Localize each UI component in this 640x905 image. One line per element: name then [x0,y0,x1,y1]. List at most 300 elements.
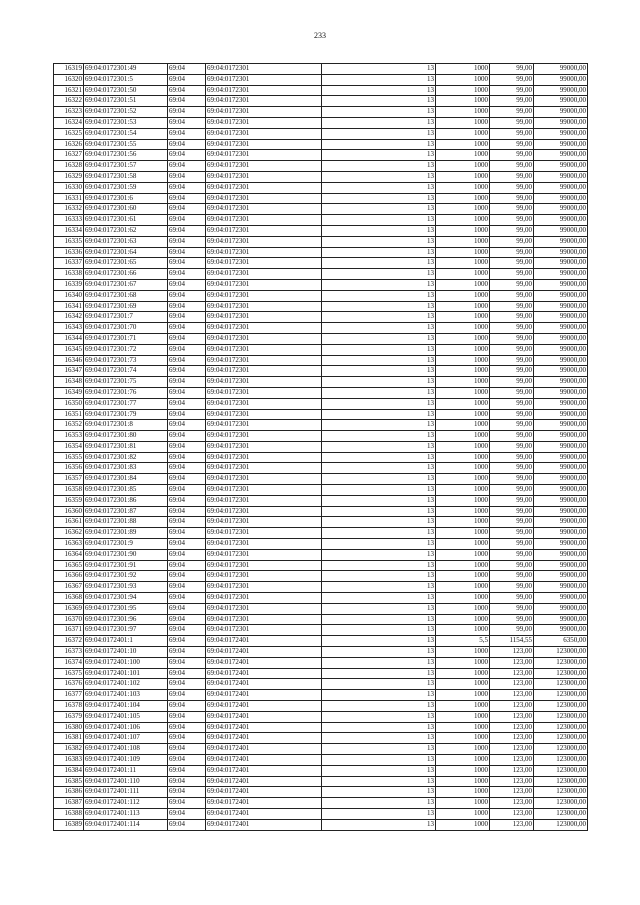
zone-cell: 13 [322,517,436,528]
price-cell: 123,00 [490,722,534,733]
cadastral-number-cell: 69:04:0172301:90 [84,549,168,560]
price-cell: 123,00 [490,711,534,722]
region-code-cell: 69:04 [168,279,206,290]
zone-cell: 13 [322,301,436,312]
cadastral-number-cell: 69:04:0172401:104 [84,701,168,712]
cadastral-number-cell: 69:04:0172301:5 [84,74,168,85]
quarter-cell: 69:04:0172401 [206,636,322,647]
row-number-cell: 16386 [54,787,84,798]
table-row [54,711,588,722]
zone-cell: 13 [322,711,436,722]
zone-cell: 13 [322,474,436,485]
total-cell: 99000,00 [534,323,588,334]
zone-cell: 13 [322,495,436,506]
row-number-cell: 16326 [54,139,84,150]
zone-cell: 13 [322,701,436,712]
cadastral-number-cell: 69:04:0172301:70 [84,323,168,334]
cadastral-number-cell: 69:04:0172301:9 [84,539,168,550]
row-number-cell: 16351 [54,409,84,420]
table-row [54,74,588,85]
cadastral-number-cell: 69:04:0172301:73 [84,355,168,366]
row-number-cell: 16348 [54,377,84,388]
row-number-cell: 16378 [54,701,84,712]
zone-cell: 13 [322,258,436,269]
region-code-cell: 69:04 [168,215,206,226]
zone-cell: 13 [322,139,436,150]
quarter-cell: 69:04:0172401 [206,690,322,701]
cadastral-number-cell: 69:04:0172301:56 [84,150,168,161]
quarter-cell: 69:04:0172301 [206,603,322,614]
cadastral-number-cell: 69:04:0172301:97 [84,625,168,636]
area-cell: 1000 [436,355,490,366]
quarter-cell: 69:04:0172301 [206,247,322,258]
table-row [54,722,588,733]
total-cell: 99000,00 [534,495,588,506]
row-number-cell: 16350 [54,398,84,409]
price-cell: 99,00 [490,377,534,388]
quarter-cell: 69:04:0172301 [206,495,322,506]
total-cell: 99000,00 [534,344,588,355]
table-row [54,258,588,269]
cadastral-number-cell: 69:04:0172301:58 [84,171,168,182]
zone-cell: 13 [322,679,436,690]
quarter-cell: 69:04:0172301 [206,150,322,161]
area-cell: 1000 [436,333,490,344]
quarter-cell: 69:04:0172301 [206,452,322,463]
quarter-cell: 69:04:0172401 [206,808,322,819]
row-number-cell: 16376 [54,679,84,690]
price-cell: 99,00 [490,139,534,150]
table-row [54,668,588,679]
region-code-cell: 69:04 [168,431,206,442]
quarter-cell: 69:04:0172301 [206,528,322,539]
table-row [54,808,588,819]
table-row [54,150,588,161]
total-cell: 99000,00 [534,355,588,366]
zone-cell: 13 [322,204,436,215]
table-row [54,193,588,204]
zone-cell: 13 [322,355,436,366]
quarter-cell: 69:04:0172301 [206,409,322,420]
region-code-cell: 69:04 [168,495,206,506]
row-number-cell: 16358 [54,485,84,496]
region-code-cell: 69:04 [168,377,206,388]
area-cell: 1000 [436,236,490,247]
area-cell: 1000 [436,539,490,550]
cadastral-number-cell: 69:04:0172301:74 [84,366,168,377]
quarter-cell: 69:04:0172301 [206,64,322,75]
table-row [54,301,588,312]
price-cell: 99,00 [490,420,534,431]
table-row [54,171,588,182]
region-code-cell: 69:04 [168,398,206,409]
price-cell: 99,00 [490,452,534,463]
region-code-cell: 69:04 [168,139,206,150]
total-cell: 99000,00 [534,117,588,128]
table-row [54,744,588,755]
region-code-cell: 69:04 [168,161,206,172]
total-cell: 123000,00 [534,722,588,733]
cadastral-number-cell: 69:04:0172301:8 [84,420,168,431]
table-row [54,312,588,323]
row-number-cell: 16334 [54,225,84,236]
table-row [54,582,588,593]
region-code-cell: 69:04 [168,657,206,668]
total-cell: 99000,00 [534,625,588,636]
region-code-cell: 69:04 [168,171,206,182]
price-cell: 123,00 [490,755,534,766]
price-cell: 99,00 [490,182,534,193]
region-code-cell: 69:04 [168,506,206,517]
zone-cell: 13 [322,798,436,809]
quarter-cell: 69:04:0172301 [206,614,322,625]
total-cell: 99000,00 [534,247,588,258]
zone-cell: 13 [322,614,436,625]
quarter-cell: 69:04:0172301 [206,171,322,182]
table-row [54,117,588,128]
area-cell: 1000 [436,204,490,215]
region-code-cell: 69:04 [168,517,206,528]
total-cell: 99000,00 [534,236,588,247]
price-cell: 99,00 [490,171,534,182]
area-cell: 1000 [436,215,490,226]
quarter-cell: 69:04:0172301 [206,139,322,150]
area-cell: 1000 [436,463,490,474]
zone-cell: 13 [322,398,436,409]
row-number-cell: 16353 [54,431,84,442]
cadastral-number-cell: 69:04:0172401:110 [84,776,168,787]
zone-cell: 13 [322,128,436,139]
table-row [54,819,588,830]
price-cell: 123,00 [490,819,534,830]
table-row [54,474,588,485]
total-cell: 99000,00 [534,193,588,204]
area-cell: 1000 [436,722,490,733]
quarter-cell: 69:04:0172301 [206,593,322,604]
row-number-cell: 16362 [54,528,84,539]
region-code-cell: 69:04 [168,528,206,539]
area-cell: 1000 [436,431,490,442]
table-row [54,161,588,172]
area-cell: 1000 [436,603,490,614]
quarter-cell: 69:04:0172301 [206,290,322,301]
total-cell: 123000,00 [534,668,588,679]
row-number-cell: 16330 [54,182,84,193]
price-cell: 99,00 [490,614,534,625]
table-row [54,679,588,690]
price-cell: 99,00 [490,603,534,614]
table-row [54,279,588,290]
table-row [54,614,588,625]
price-cell: 99,00 [490,215,534,226]
cadastral-number-cell: 69:04:0172301:52 [84,107,168,118]
zone-cell: 13 [322,279,436,290]
zone-cell: 13 [322,269,436,280]
row-number-cell: 16325 [54,128,84,139]
cadastral-number-cell: 69:04:0172301:50 [84,85,168,96]
price-cell: 123,00 [490,733,534,744]
cadastral-number-cell: 69:04:0172401:102 [84,679,168,690]
quarter-cell: 69:04:0172401 [206,668,322,679]
zone-cell: 13 [322,452,436,463]
table-row [54,409,588,420]
zone-cell: 13 [322,463,436,474]
total-cell: 123000,00 [534,798,588,809]
cadastral-number-cell: 69:04:0172301:65 [84,258,168,269]
cadastral-number-cell: 69:04:0172301:51 [84,96,168,107]
row-number-cell: 16370 [54,614,84,625]
cadastral-number-cell: 69:04:0172301:6 [84,193,168,204]
price-cell: 99,00 [490,279,534,290]
row-number-cell: 16384 [54,765,84,776]
price-cell: 99,00 [490,258,534,269]
total-cell: 99000,00 [534,539,588,550]
zone-cell: 13 [322,409,436,420]
cadastral-number-cell: 69:04:0172301:80 [84,431,168,442]
area-cell: 1000 [436,625,490,636]
cadastral-number-cell: 69:04:0172301:66 [84,269,168,280]
quarter-cell: 69:04:0172401 [206,755,322,766]
zone-cell: 13 [322,485,436,496]
cadastral-number-cell: 69:04:0172301:64 [84,247,168,258]
zone-cell: 13 [322,765,436,776]
cadastral-number-cell: 69:04:0172401:107 [84,733,168,744]
area-cell: 1000 [436,279,490,290]
total-cell: 123000,00 [534,647,588,658]
area-cell: 1000 [436,690,490,701]
total-cell: 6350,00 [534,636,588,647]
price-cell: 99,00 [490,247,534,258]
table-row [54,733,588,744]
table-row [54,64,588,75]
area-cell: 1000 [436,560,490,571]
region-code-cell: 69:04 [168,625,206,636]
price-cell: 1154,55 [490,636,534,647]
area-cell: 1000 [436,776,490,787]
quarter-cell: 69:04:0172301 [206,517,322,528]
row-number-cell: 16357 [54,474,84,485]
area-cell: 1000 [436,528,490,539]
zone-cell: 13 [322,323,436,334]
total-cell: 99000,00 [534,614,588,625]
region-code-cell: 69:04 [168,247,206,258]
cadastral-number-cell: 69:04:0172301:75 [84,377,168,388]
area-cell: 1000 [436,701,490,712]
quarter-cell: 69:04:0172301 [206,355,322,366]
table-row [54,431,588,442]
zone-cell: 13 [322,344,436,355]
cadastral-number-cell: 69:04:0172301:55 [84,139,168,150]
quarter-cell: 69:04:0172301 [206,107,322,118]
cadastral-number-cell: 69:04:0172301:91 [84,560,168,571]
table-row [54,355,588,366]
zone-cell: 13 [322,722,436,733]
cadastral-number-cell: 69:04:0172301:84 [84,474,168,485]
zone-cell: 13 [322,636,436,647]
cadastral-number-cell: 69:04:0172301:96 [84,614,168,625]
total-cell: 99000,00 [534,107,588,118]
quarter-cell: 69:04:0172401 [206,765,322,776]
quarter-cell: 69:04:0172401 [206,819,322,830]
cadastral-number-cell: 69:04:0172301:59 [84,182,168,193]
zone-cell: 13 [322,593,436,604]
row-number-cell: 16320 [54,74,84,85]
area-cell: 1000 [436,398,490,409]
table-row [54,333,588,344]
quarter-cell: 69:04:0172301 [206,215,322,226]
table-row [54,366,588,377]
zone-cell: 13 [322,150,436,161]
total-cell: 99000,00 [534,96,588,107]
quarter-cell: 69:04:0172401 [206,711,322,722]
table-row [54,452,588,463]
zone-cell: 13 [322,377,436,388]
row-number-cell: 16335 [54,236,84,247]
price-cell: 99,00 [490,571,534,582]
row-number-cell: 16347 [54,366,84,377]
total-cell: 99000,00 [534,463,588,474]
row-number-cell: 16373 [54,647,84,658]
cadastral-number-cell: 69:04:0172301:67 [84,279,168,290]
cadastral-table [53,63,588,831]
quarter-cell: 69:04:0172301 [206,560,322,571]
area-cell: 1000 [436,808,490,819]
total-cell: 99000,00 [534,571,588,582]
total-cell: 123000,00 [534,690,588,701]
table-row [54,269,588,280]
area-cell: 1000 [436,657,490,668]
zone-cell: 13 [322,236,436,247]
quarter-cell: 69:04:0172301 [206,625,322,636]
row-number-cell: 16363 [54,539,84,550]
row-number-cell: 16367 [54,582,84,593]
price-cell: 99,00 [490,107,534,118]
region-code-cell: 69:04 [168,128,206,139]
quarter-cell: 69:04:0172401 [206,679,322,690]
table-row [54,755,588,766]
total-cell: 99000,00 [534,582,588,593]
region-code-cell: 69:04 [168,539,206,550]
total-cell: 99000,00 [534,506,588,517]
region-code-cell: 69:04 [168,819,206,830]
quarter-cell: 69:04:0172401 [206,722,322,733]
row-number-cell: 16340 [54,290,84,301]
region-code-cell: 69:04 [168,798,206,809]
region-code-cell: 69:04 [168,690,206,701]
region-code-cell: 69:04 [168,344,206,355]
row-number-cell: 16332 [54,204,84,215]
region-code-cell: 69:04 [168,549,206,560]
area-cell: 1000 [436,117,490,128]
region-code-cell: 69:04 [168,668,206,679]
cadastral-number-cell: 69:04:0172301:60 [84,204,168,215]
table-row [54,398,588,409]
area-cell: 1000 [436,161,490,172]
quarter-cell: 69:04:0172301 [206,117,322,128]
area-cell: 1000 [436,171,490,182]
table-row [54,690,588,701]
table-body [54,64,588,831]
total-cell: 123000,00 [534,679,588,690]
table-row [54,204,588,215]
table-row [54,776,588,787]
price-cell: 123,00 [490,690,534,701]
table-row [54,701,588,712]
quarter-cell: 69:04:0172301 [206,571,322,582]
quarter-cell: 69:04:0172301 [206,387,322,398]
quarter-cell: 69:04:0172301 [206,269,322,280]
quarter-cell: 69:04:0172301 [206,225,322,236]
total-cell: 123000,00 [534,755,588,766]
price-cell: 99,00 [490,495,534,506]
total-cell: 99000,00 [534,409,588,420]
price-cell: 123,00 [490,808,534,819]
region-code-cell: 69:04 [168,485,206,496]
row-number-cell: 16355 [54,452,84,463]
zone-cell: 13 [322,171,436,182]
price-cell: 99,00 [490,236,534,247]
table-row [54,528,588,539]
total-cell: 99000,00 [534,431,588,442]
table-row [54,636,588,647]
cadastral-number-cell: 69:04:0172301:69 [84,301,168,312]
region-code-cell: 69:04 [168,204,206,215]
total-cell: 123000,00 [534,744,588,755]
total-cell: 99000,00 [534,333,588,344]
total-cell: 99000,00 [534,603,588,614]
table-row [54,647,588,658]
area-cell: 1000 [436,323,490,334]
cadastral-number-cell: 69:04:0172301:81 [84,441,168,452]
area-cell: 1000 [436,344,490,355]
row-number-cell: 16331 [54,193,84,204]
price-cell: 99,00 [490,463,534,474]
zone-cell: 13 [322,193,436,204]
price-cell: 99,00 [490,204,534,215]
row-number-cell: 16327 [54,150,84,161]
region-code-cell: 69:04 [168,560,206,571]
zone-cell: 13 [322,603,436,614]
area-cell: 1000 [436,474,490,485]
quarter-cell: 69:04:0172301 [206,398,322,409]
region-code-cell: 69:04 [168,74,206,85]
area-cell: 1000 [436,366,490,377]
area-cell: 1000 [436,787,490,798]
area-cell: 1000 [436,128,490,139]
price-cell: 99,00 [490,549,534,560]
cadastral-number-cell: 69:04:0172401:113 [84,808,168,819]
region-code-cell: 69:04 [168,441,206,452]
quarter-cell: 69:04:0172301 [206,301,322,312]
price-cell: 99,00 [490,312,534,323]
total-cell: 99000,00 [534,64,588,75]
cadastral-number-cell: 69:04:0172301:94 [84,593,168,604]
row-number-cell: 16321 [54,85,84,96]
cadastral-number-cell: 69:04:0172301:86 [84,495,168,506]
zone-cell: 13 [322,744,436,755]
row-number-cell: 16336 [54,247,84,258]
cadastral-number-cell: 69:04:0172301:85 [84,485,168,496]
zone-cell: 13 [322,74,436,85]
table-row [54,798,588,809]
table-row [54,463,588,474]
price-cell: 123,00 [490,668,534,679]
zone-cell: 13 [322,755,436,766]
zone-cell: 13 [322,312,436,323]
price-cell: 99,00 [490,74,534,85]
row-number-cell: 16383 [54,755,84,766]
area-cell: 1000 [436,582,490,593]
